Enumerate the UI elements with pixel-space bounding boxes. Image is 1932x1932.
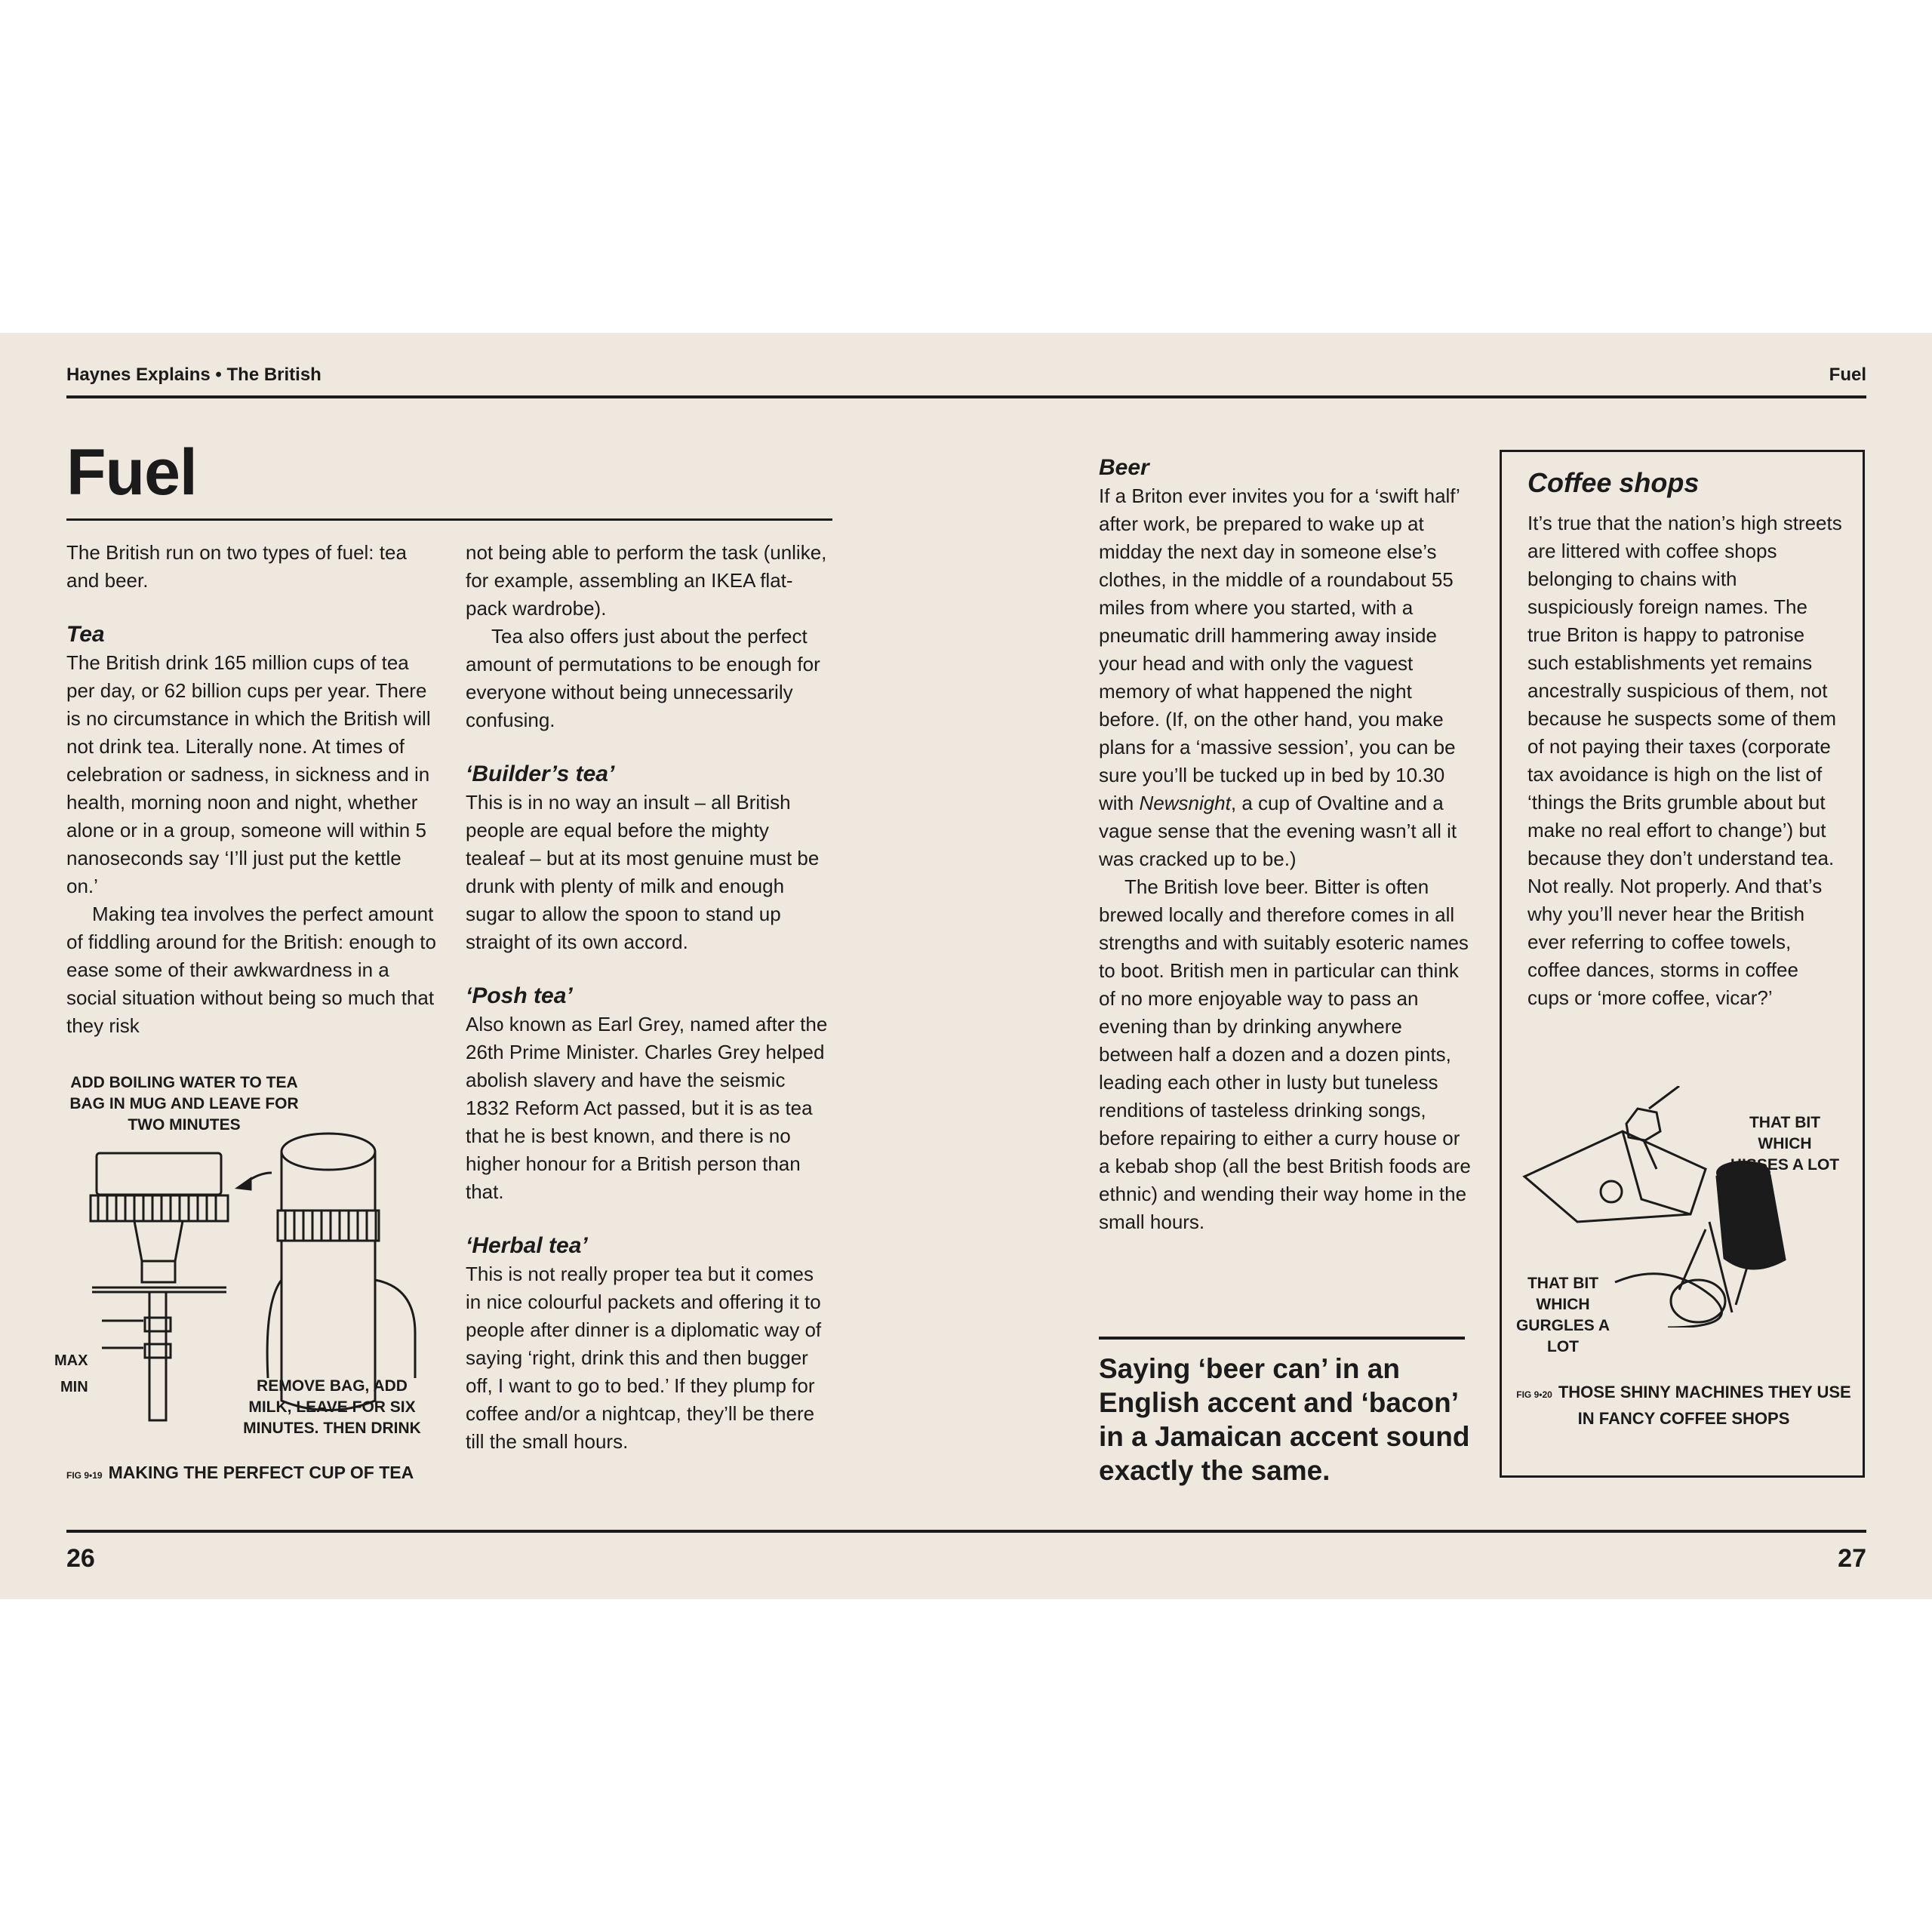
posh-tea-heading: ‘Posh tea’ — [466, 983, 573, 1008]
posh-tea-text: Also known as Earl Grey, named after the 26th Prime Minister. Charles Grey helped abolish slavery and have the seismic 1832 Reform Act passed, but it is as tea that he is best known, and there is no higher honour for a British person than that. — [466, 1013, 828, 1203]
fig19-title-text: MAKING THE PERFECT CUP OF TEA — [108, 1463, 414, 1482]
fig20-number: FIG 9•20 — [1516, 1389, 1552, 1400]
coffee-shops-box — [1500, 450, 1865, 1478]
running-header-left: Haynes Explains • The British — [66, 365, 321, 385]
fig19-number: FIG 9•19 — [66, 1470, 103, 1481]
tea-paragraph-1: The British drink 165 million cups of tea per day, or 62 billion cups per year. There is no circumstance in which the British will not drink tea. Literally none. At times of celebration or sadness, in sickness and in health, morning noon and night, whether alone or in a group, someone will within 5 nanoseconds say ‘I’ll just put the kettle on.’ — [66, 651, 431, 897]
fig20-title — [1514, 1380, 1854, 1431]
min-label: MIN — [60, 1379, 88, 1395]
builders-tea-text: This is in no way an insult – all British people are equal before the mighty tealeaf – but at its most genuine must be drunk with plenty of milk and enough sugar to allow the spoon to stand up straight of its own accord. — [466, 791, 820, 953]
beer-p1-part-b: , a cup of Ovaltine and a vague sense that the evening wasn’t all it was cracked up to be.) — [1099, 792, 1457, 870]
tea-heading: Tea — [66, 622, 105, 647]
col2-continuation: not being able to perform the task (unlike, for example, assembling an IKEA flat-pack wardrobe). — [466, 541, 827, 620]
beer-paragraph-1 — [1099, 482, 1476, 873]
beer-paragraph-2: The British love beer. Bitter is often brewed locally and therefore comes in all strengths and with suitably esoteric names to boot. British men in particular can think of no more enjoyable way to pass an evening than by drinking anywhere between half a dozen and a dozen pints, leading each other in lusty but tuneless renditions of tasteless drinking songs, before repairing to either a curry house or a kebab shop (all the best British foods are ethnic) and wending their way home in the small hours. — [1099, 875, 1471, 1233]
pull-quote: Saying ‘beer can’ in an English accent and ‘bacon’ in a Jamaican accent sound exactly the same. — [1099, 1353, 1470, 1486]
header-rule — [66, 395, 1866, 398]
beer-p1-part-a: If a Briton ever invites you for a ‘swift half’ after work, be prepared to wake up at midday the next day in someone else’s clothes, in the middle of a roundabout 55 miles from where you started, with a pneumatic drill hammering away inside your head and with only the vaguest memory of what happened the night before. (If, on the other hand, you make plans for a ‘massive session’, you can be sure you’ll be tucked up in bed by 10.30 with — [1099, 485, 1460, 814]
tea-paragraph-2: Making tea involves the perfect amount of fiddling around for the British: enough to ease some of their awkwardness in a social situation without being so much that they risk — [66, 903, 436, 1037]
col2-paragraph-2: Tea also offers just about the perfect amount of permutations to be enough for everyone without being unnecessarily confusing. — [466, 625, 820, 731]
label-gurgles: THAT BIT WHICH GURGLES A LOT — [1515, 1275, 1611, 1355]
fig19-title — [66, 1463, 414, 1483]
coffee-shops-text: It’s true that the nation’s high streets are littered with coffee shops belonging to chains with suspiciously foreign names. The true Briton is happy to patronise such establishments yet remains ancestrally suspicious of them, not because he suspects some of them of not paying their taxes (corporate tax avoidance is high on the list of ‘things the Brits grumble about but make no real effort to change’) but because they don’t understand tea. Not really. Not properly. And that’s why you’ll never hear the British ever referring to coffee towels, coffee dances, storms in coffee cups or ‘more coffee, vicar?’ — [1527, 512, 1842, 1009]
coffee-shops-heading: Coffee shops — [1527, 467, 1700, 498]
max-label: MAX — [54, 1352, 88, 1369]
page-title: Fuel — [66, 436, 197, 509]
label-hisses: THAT BIT WHICH HISSES A LOT — [1730, 1114, 1840, 1174]
column-1 — [66, 539, 436, 1040]
footer-rule — [66, 1530, 1866, 1533]
fig19-caption-top: ADD BOILING WATER TO TEA BAG IN MUG AND LEAVE FOR TWO MINUTES — [69, 1074, 299, 1134]
fig20-title-text: THOSE SHINY MACHINES THEY USE IN FANCY COFFEE SHOPS — [1558, 1383, 1851, 1428]
beer-p1-italic: Newsnight — [1139, 792, 1231, 814]
column-2 — [466, 539, 828, 1456]
column-3 — [1099, 454, 1476, 1236]
page-number-right: 27 — [1838, 1544, 1866, 1573]
book-spread — [0, 333, 1932, 1599]
beer-heading: Beer — [1099, 455, 1149, 480]
running-header-right: Fuel — [1829, 365, 1866, 385]
builders-tea-heading: ‘Builder’s tea’ — [466, 761, 615, 786]
herbal-tea-text: This is not really proper tea but it comes in nice colourful packets and offering it to people after dinner is a diplomatic way of saying ‘right, drink this and then bugger off, I want to go to bed.’ If they plump for coffee and/or a nightcap, they’ll be there till the small hours. — [466, 1263, 822, 1453]
quote-rule — [1099, 1337, 1465, 1340]
herbal-tea-heading: ‘Herbal tea’ — [466, 1233, 588, 1258]
fig19-caption-bottom: REMOVE BAG, ADD MILK, LEAVE FOR SIX MINUTES. THEN DRINK — [243, 1377, 421, 1437]
page-number-left: 26 — [66, 1544, 95, 1573]
intro-text: The British run on two types of fuel: tea and beer. — [66, 541, 407, 592]
title-rule — [66, 518, 832, 521]
